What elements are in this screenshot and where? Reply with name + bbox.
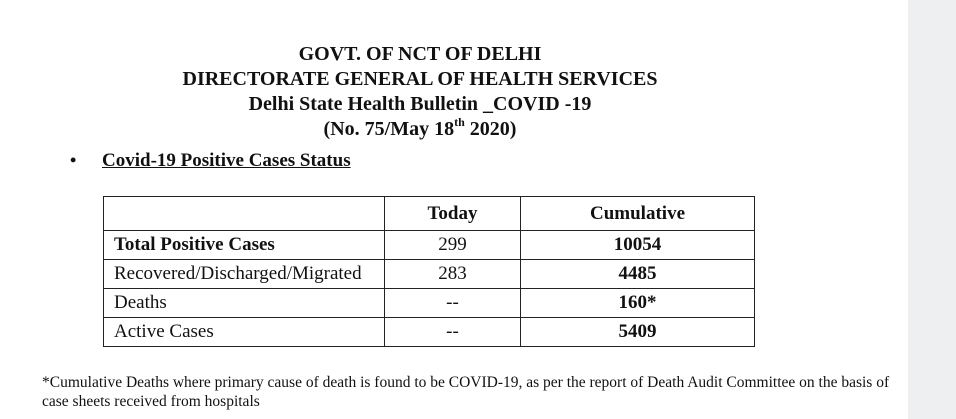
row-today: -- [385, 318, 521, 347]
row-today: 299 [385, 231, 521, 260]
bulletin-number: (No. 75/May 18th 2020) [323, 115, 517, 140]
bulletin-header [150, 42, 690, 142]
death-audit-footnote: *Cumulative Deaths where primary cause of death is found to be COVID-19, as per the report of Death Audit Committee on the basis of case sheets received from hospitals [42, 374, 890, 410]
table-row [104, 318, 755, 347]
row-cumulative: 4485 [521, 260, 755, 289]
header-cell-today: Today [385, 197, 521, 231]
table-row [104, 231, 755, 260]
table-row [104, 260, 755, 289]
directorate-title: DIRECTORATE GENERAL OF HEALTH SERVICES [182, 68, 658, 90]
right-sidebar-panel [908, 0, 956, 419]
row-today: -- [385, 289, 521, 318]
row-cumulative: 5409 [521, 318, 755, 347]
header-cell-cumulative: Cumulative [521, 197, 755, 231]
bullet-icon: • [70, 150, 77, 170]
section-title: Covid-19 Positive Cases Status [102, 150, 351, 171]
row-label: Deaths [104, 289, 385, 318]
bulletin-title: Delhi State Health Bulletin _COVID -19 [248, 93, 592, 115]
section-heading [70, 150, 351, 172]
table-row [104, 289, 755, 318]
table-header-row [104, 197, 755, 231]
row-today: 283 [385, 260, 521, 289]
row-cumulative: 160* [521, 289, 755, 318]
header-cell-blank [104, 197, 385, 231]
row-label: Total Positive Cases [104, 231, 385, 260]
row-label: Recovered/Discharged/Migrated [104, 260, 385, 289]
govt-title: GOVT. OF NCT OF DELHI [298, 43, 542, 65]
row-label: Active Cases [104, 318, 385, 347]
cases-status-table [103, 196, 755, 347]
row-cumulative: 10054 [521, 231, 755, 260]
